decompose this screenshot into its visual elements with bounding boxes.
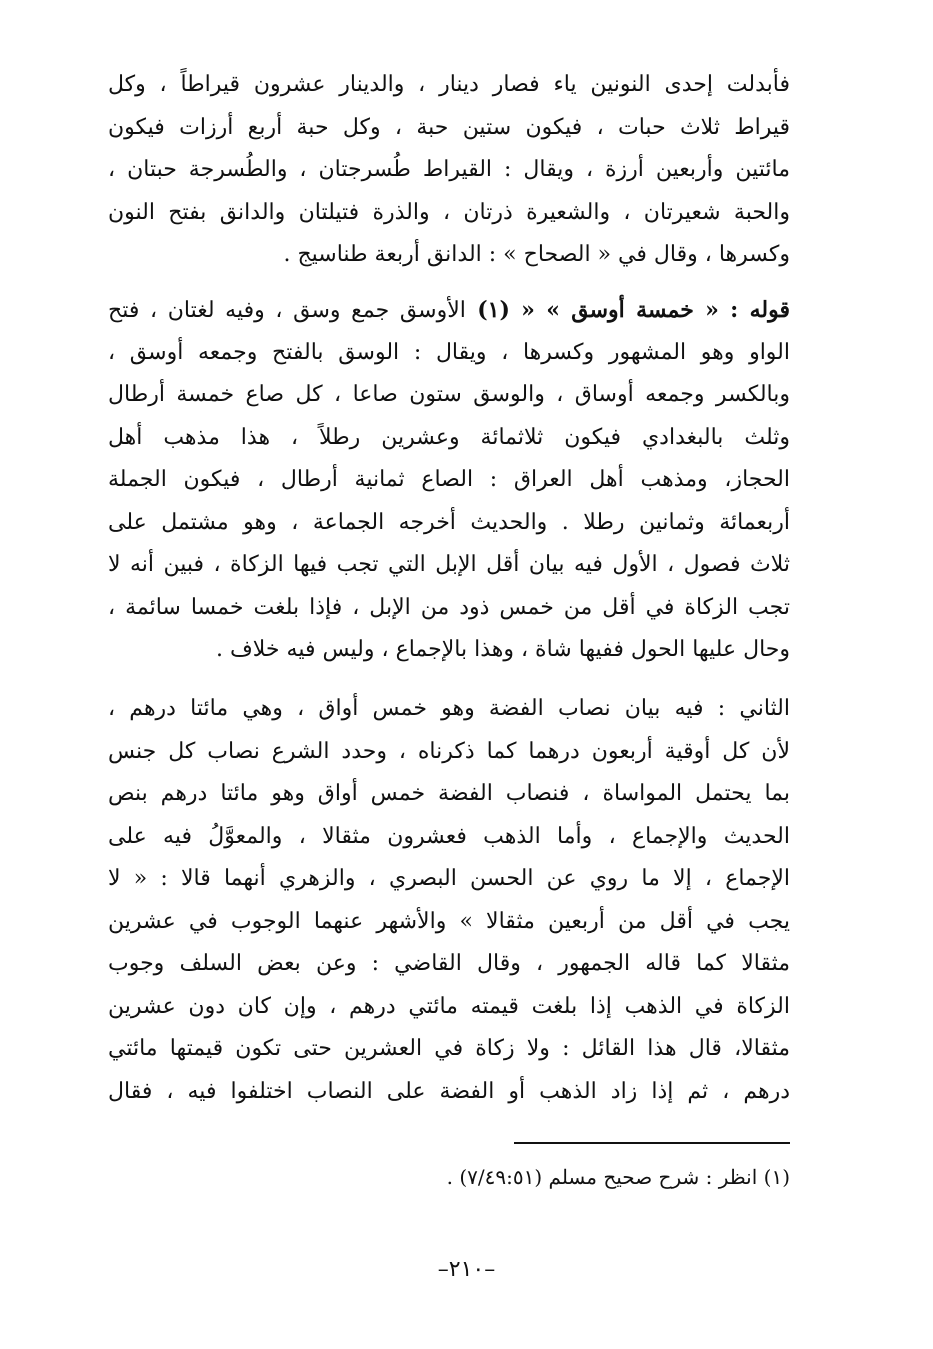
text-line: أربعمائة وثمانين رطلا . والحديث أخرجه الجماعة ، وهو مشتمل على: [108, 509, 790, 535]
text-line-rest: الأوسق جمع وسق ، وفيه لغتان ، فتح: [108, 298, 466, 323]
text-line: بما يحتمل المواساة ، فنصاب الفضة خمس أواق وهو مائتا درهم بنص: [108, 781, 790, 806]
page-number: –٢١٠–: [437, 1257, 496, 1282]
text-line: ثلاث فصول ، الأول فيه بيان أقل الإبل التي تجب فيها الزكاة ، فبين أنه لا: [108, 552, 790, 577]
footnote: (١) انظر : شرح صحيح مسلم (٧/٤٩:٥١) .: [446, 1165, 790, 1189]
text-line: الزكاة في الذهب إذا بلغت قيمته مائتي درهم ، وإن كان دون عشرين: [108, 993, 790, 1019]
paragraph-3: [108, 688, 790, 1113]
footnote-divider: [514, 1142, 790, 1144]
text-line: الواو وهو المشهور وكسرها ، ويقال : الوسق بالفتح وجمعه أوسق ،: [108, 339, 790, 365]
text-line: مثقالا، قال هذا القائل : ولا زكاة في العشرين حتى تكون قيمتها مائتي: [108, 1036, 790, 1061]
text-line: الإجماع ، إلا ما روي عن الحسن البصري ، والزهري أنهما قالا : « لا: [108, 866, 790, 891]
text-line: الحجاز، ومذهب أهل العراق : الصاع ثمانية أرطال ، فيكون الجملة: [108, 467, 790, 492]
text-line: وحال عليها الحول ففيها شاة ، وهذا بالإجماع ، وليس فيه خلاف .: [216, 637, 790, 662]
text-line: والحبة شعيرتان ، والشعيرة ذرتان ، والذرة فتيلتان والدانق بفتح النون: [108, 199, 791, 225]
text-line: فأبدلت إحدى النونين ياء فصار دينار ، والدينار عشرون قيراطاً ، وكل: [108, 72, 790, 97]
text-line: وبالكسر وجمعه أوساق ، والوسق ستون صاعا ، كل صاع خمسة أرطال: [108, 382, 790, 407]
text-line: الثاني : فيه بيان نصاب الفضة وهو خمس أواق ، وهي مائتا درهم ،: [108, 696, 790, 721]
text-line: مثقالا كما قاله الجمهور ، وقال القاضي : وعن بعض السلف وجوب: [108, 951, 790, 976]
quoted-heading: قوله : « خمسة أوسق » « (١): [465, 297, 790, 323]
text-line: وكسرها ، وقال في « الصحاح » : الدانق أربعة طناسيج .: [283, 242, 790, 267]
text-line: يجب في أقل من أربعين مثقالا » والأشهر عنهما الوجوب في عشرين: [108, 908, 790, 934]
text-line: وثلث بالبغدادي فيكون ثلاثمائة وعشرين رطلاً ، هذا مذهب أهل: [108, 424, 790, 450]
text-line: الحديث والإجماع ، وأما الذهب فعشرون مثقالا ، والمعوَّلُ فيه على: [108, 823, 790, 849]
text-line: قيراط ثلاث حبات ، فيكون ستين حبة ، وكل حبة أربع أرزات فيكون: [108, 114, 790, 140]
text-line: تجب الزكاة في أقل من خمس ذود من الإبل ، فإذا بلغت خمسا سائمة ،: [108, 594, 790, 620]
paragraph-1: [108, 64, 790, 277]
text-line: لأن كل أوقية أربعون درهما كما ذكرناه ، وحدد الشرع نصاب كل جنس: [108, 738, 790, 764]
paragraph-2: [108, 289, 790, 672]
text-line: درهم ، ثم إذا زاد الذهب أو الفضة على النصاب اختلفوا فيه ، فقال: [108, 1078, 790, 1104]
text-line-first: [108, 289, 790, 332]
text-line: مائتين وأربعين أرزة ، ويقال : القيراط طُسرجتان ، والطُسرجة حبتان ،: [108, 157, 790, 182]
